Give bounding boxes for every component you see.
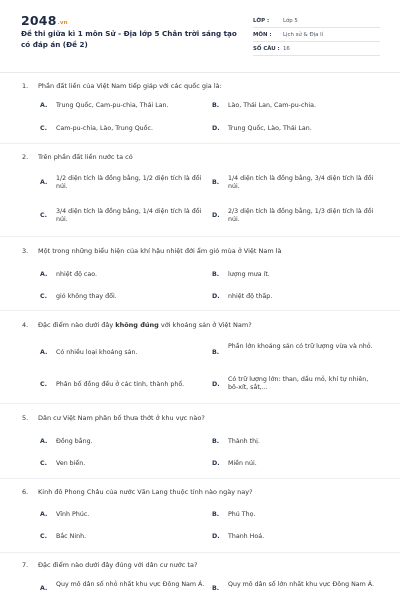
- option-text: Trung Quốc, Cam-pu-chia, Thái Lan.: [56, 102, 169, 109]
- question-number: 3.: [22, 247, 29, 255]
- option-text: Bắc Ninh.: [56, 533, 87, 540]
- option-text: Phần lớn khoáng sản có trữ lượng vừa và nhỏ.: [228, 343, 373, 350]
- emphasis-text: không đúng: [115, 321, 159, 329]
- question-stem: [22, 82, 382, 90]
- question-stem: [22, 247, 382, 255]
- option-letter: A.: [40, 102, 48, 109]
- option-letter: C.: [40, 212, 48, 219]
- header-divider: [0, 72, 400, 73]
- question-divider: [0, 478, 400, 479]
- option-letter: A.: [40, 349, 48, 356]
- option-letter: B.: [212, 438, 220, 445]
- option-letter: D.: [212, 293, 220, 300]
- question-divider: [0, 310, 400, 311]
- option-letter: B.: [212, 349, 220, 356]
- logo[interactable]: [21, 13, 68, 28]
- option-letter: D.: [212, 460, 220, 467]
- question-divider: [0, 236, 400, 237]
- option-letter: D.: [212, 381, 220, 388]
- option-letter: C.: [40, 381, 48, 388]
- question-stem: [22, 414, 382, 422]
- question-stem: [22, 321, 382, 329]
- option-letter: A.: [40, 511, 48, 518]
- option-letter: A.: [40, 271, 48, 278]
- question-number: 4.: [22, 321, 29, 329]
- question-number: 5.: [22, 414, 29, 422]
- question-number: 6.: [22, 488, 29, 496]
- option-text: Cam-pu-chia, Lào, Trung Quốc.: [56, 125, 153, 132]
- option-letter: A.: [40, 438, 48, 445]
- option-text: Có nhiều loại khoáng sản.: [56, 349, 138, 356]
- option-letter: D.: [212, 125, 220, 132]
- option-letter: D.: [212, 533, 220, 540]
- question-text: Kinh đô Phong Châu của nước Văn Lang thuộc tỉnh nào ngày nay?: [38, 488, 253, 496]
- option-text: Ven biển.: [56, 460, 86, 467]
- option-letter: B.: [212, 179, 220, 186]
- meta-row-subject: [253, 28, 380, 42]
- question-number: 2.: [22, 153, 29, 161]
- meta-key: LỚP :: [253, 17, 270, 24]
- option-letter: D.: [212, 212, 220, 219]
- question-text: Một trong những biểu hiện của khí hậu nhiệt đới ẩm gió mùa ở Việt Nam là: [38, 247, 282, 255]
- option-text: 2/3 diện tích là đồng bằng, 1/3 diện tích là đồi núi.: [228, 208, 374, 224]
- option-text: Vĩnh Phúc.: [56, 511, 90, 518]
- option-letter: B.: [212, 585, 220, 592]
- option-text: Thanh Hoá.: [228, 533, 265, 540]
- meta-value: Lớp 5: [283, 17, 298, 24]
- question-stem: [22, 561, 382, 569]
- option-text: lượng mưa ít.: [228, 271, 270, 278]
- option-letter: A.: [40, 179, 48, 186]
- option-text: 1/2 diện tích là đồng bằng, 1/2 diện tích là đồi núi.: [56, 175, 202, 191]
- meta-table: [253, 14, 380, 56]
- option-text: Trung Quốc, Lào, Thái Lan.: [228, 125, 312, 132]
- meta-key: MÔN :: [253, 31, 272, 38]
- question-number: 1.: [22, 82, 29, 90]
- option-letter: B.: [212, 511, 220, 518]
- option-text: Quy mô dân số nhỏ nhất khu vực Đông Nam Á.: [56, 581, 205, 588]
- option-text: Phân bố đồng đều ở các tỉnh, thành phố.: [56, 381, 185, 388]
- question-stem: [22, 488, 382, 496]
- meta-value: 16: [283, 45, 290, 52]
- question-divider: [0, 552, 400, 553]
- option-letter: B.: [212, 102, 220, 109]
- option-text: 1/4 diện tích là đồng bằng, 3/4 diện tích là đồi núi.: [228, 175, 374, 191]
- option-text: nhiệt độ cao.: [56, 271, 97, 278]
- question-text: Trên phần đất liền nước ta có: [38, 153, 133, 161]
- logo-tld: .vn: [57, 20, 68, 26]
- option-text: Quy mô dân số lớn nhất khu vực Đông Nam Á.: [228, 581, 374, 588]
- option-text: 3/4 diện tích là đồng bằng, 1/4 diện tích là đồi núi.: [56, 208, 202, 224]
- option-text: Lào, Thái Lan, Cam-pu-chia.: [228, 102, 317, 109]
- question-text: Dân cư Việt Nam phân bố thưa thớt ở khu vực nào?: [38, 414, 205, 422]
- page-title: Đề thi giữa kì 1 môn Sử - Địa lớp 5 Chân trời sáng tạo có đáp án (Đề 2): [21, 29, 237, 49]
- question-number: 7.: [22, 561, 29, 569]
- logo-text: 2048: [21, 13, 57, 28]
- question-divider: [0, 403, 400, 404]
- option-letter: C.: [40, 293, 48, 300]
- option-letter: C.: [40, 125, 48, 132]
- option-text: Có trữ lượng lớn: than, dầu mỏ, khí tự nhiên, bô-xít, sắt,...: [228, 376, 369, 392]
- meta-row-count: [253, 42, 380, 56]
- option-letter: C.: [40, 460, 48, 467]
- header: [0, 0, 400, 66]
- option-letter: B.: [212, 271, 220, 278]
- question-divider: [0, 143, 400, 144]
- question-text: Đặc điểm nào dưới đây đúng với dân cư nước ta?: [38, 561, 198, 569]
- meta-key: SỐ CÂU :: [253, 45, 280, 52]
- question-text: Phần đất liền của Việt Nam tiếp giáp với các quốc gia là:: [38, 82, 222, 90]
- question-stem: [22, 153, 382, 161]
- meta-row-grade: [253, 14, 380, 28]
- option-text: Đồng bằng.: [56, 438, 93, 445]
- meta-value: Lịch sử & Địa lí: [283, 31, 324, 38]
- option-letter: A.: [40, 585, 48, 592]
- option-text: gió không thay đổi.: [56, 293, 117, 300]
- question-text: Đặc điểm nào dưới đây không đúng với khoáng sản ở Việt Nam?: [38, 321, 252, 329]
- option-text: Miền núi.: [228, 460, 257, 467]
- option-text: Phú Thọ.: [228, 511, 256, 518]
- option-letter: C.: [40, 533, 48, 540]
- option-text: nhiệt độ thấp.: [228, 293, 273, 300]
- option-text: Thành thị.: [228, 438, 260, 445]
